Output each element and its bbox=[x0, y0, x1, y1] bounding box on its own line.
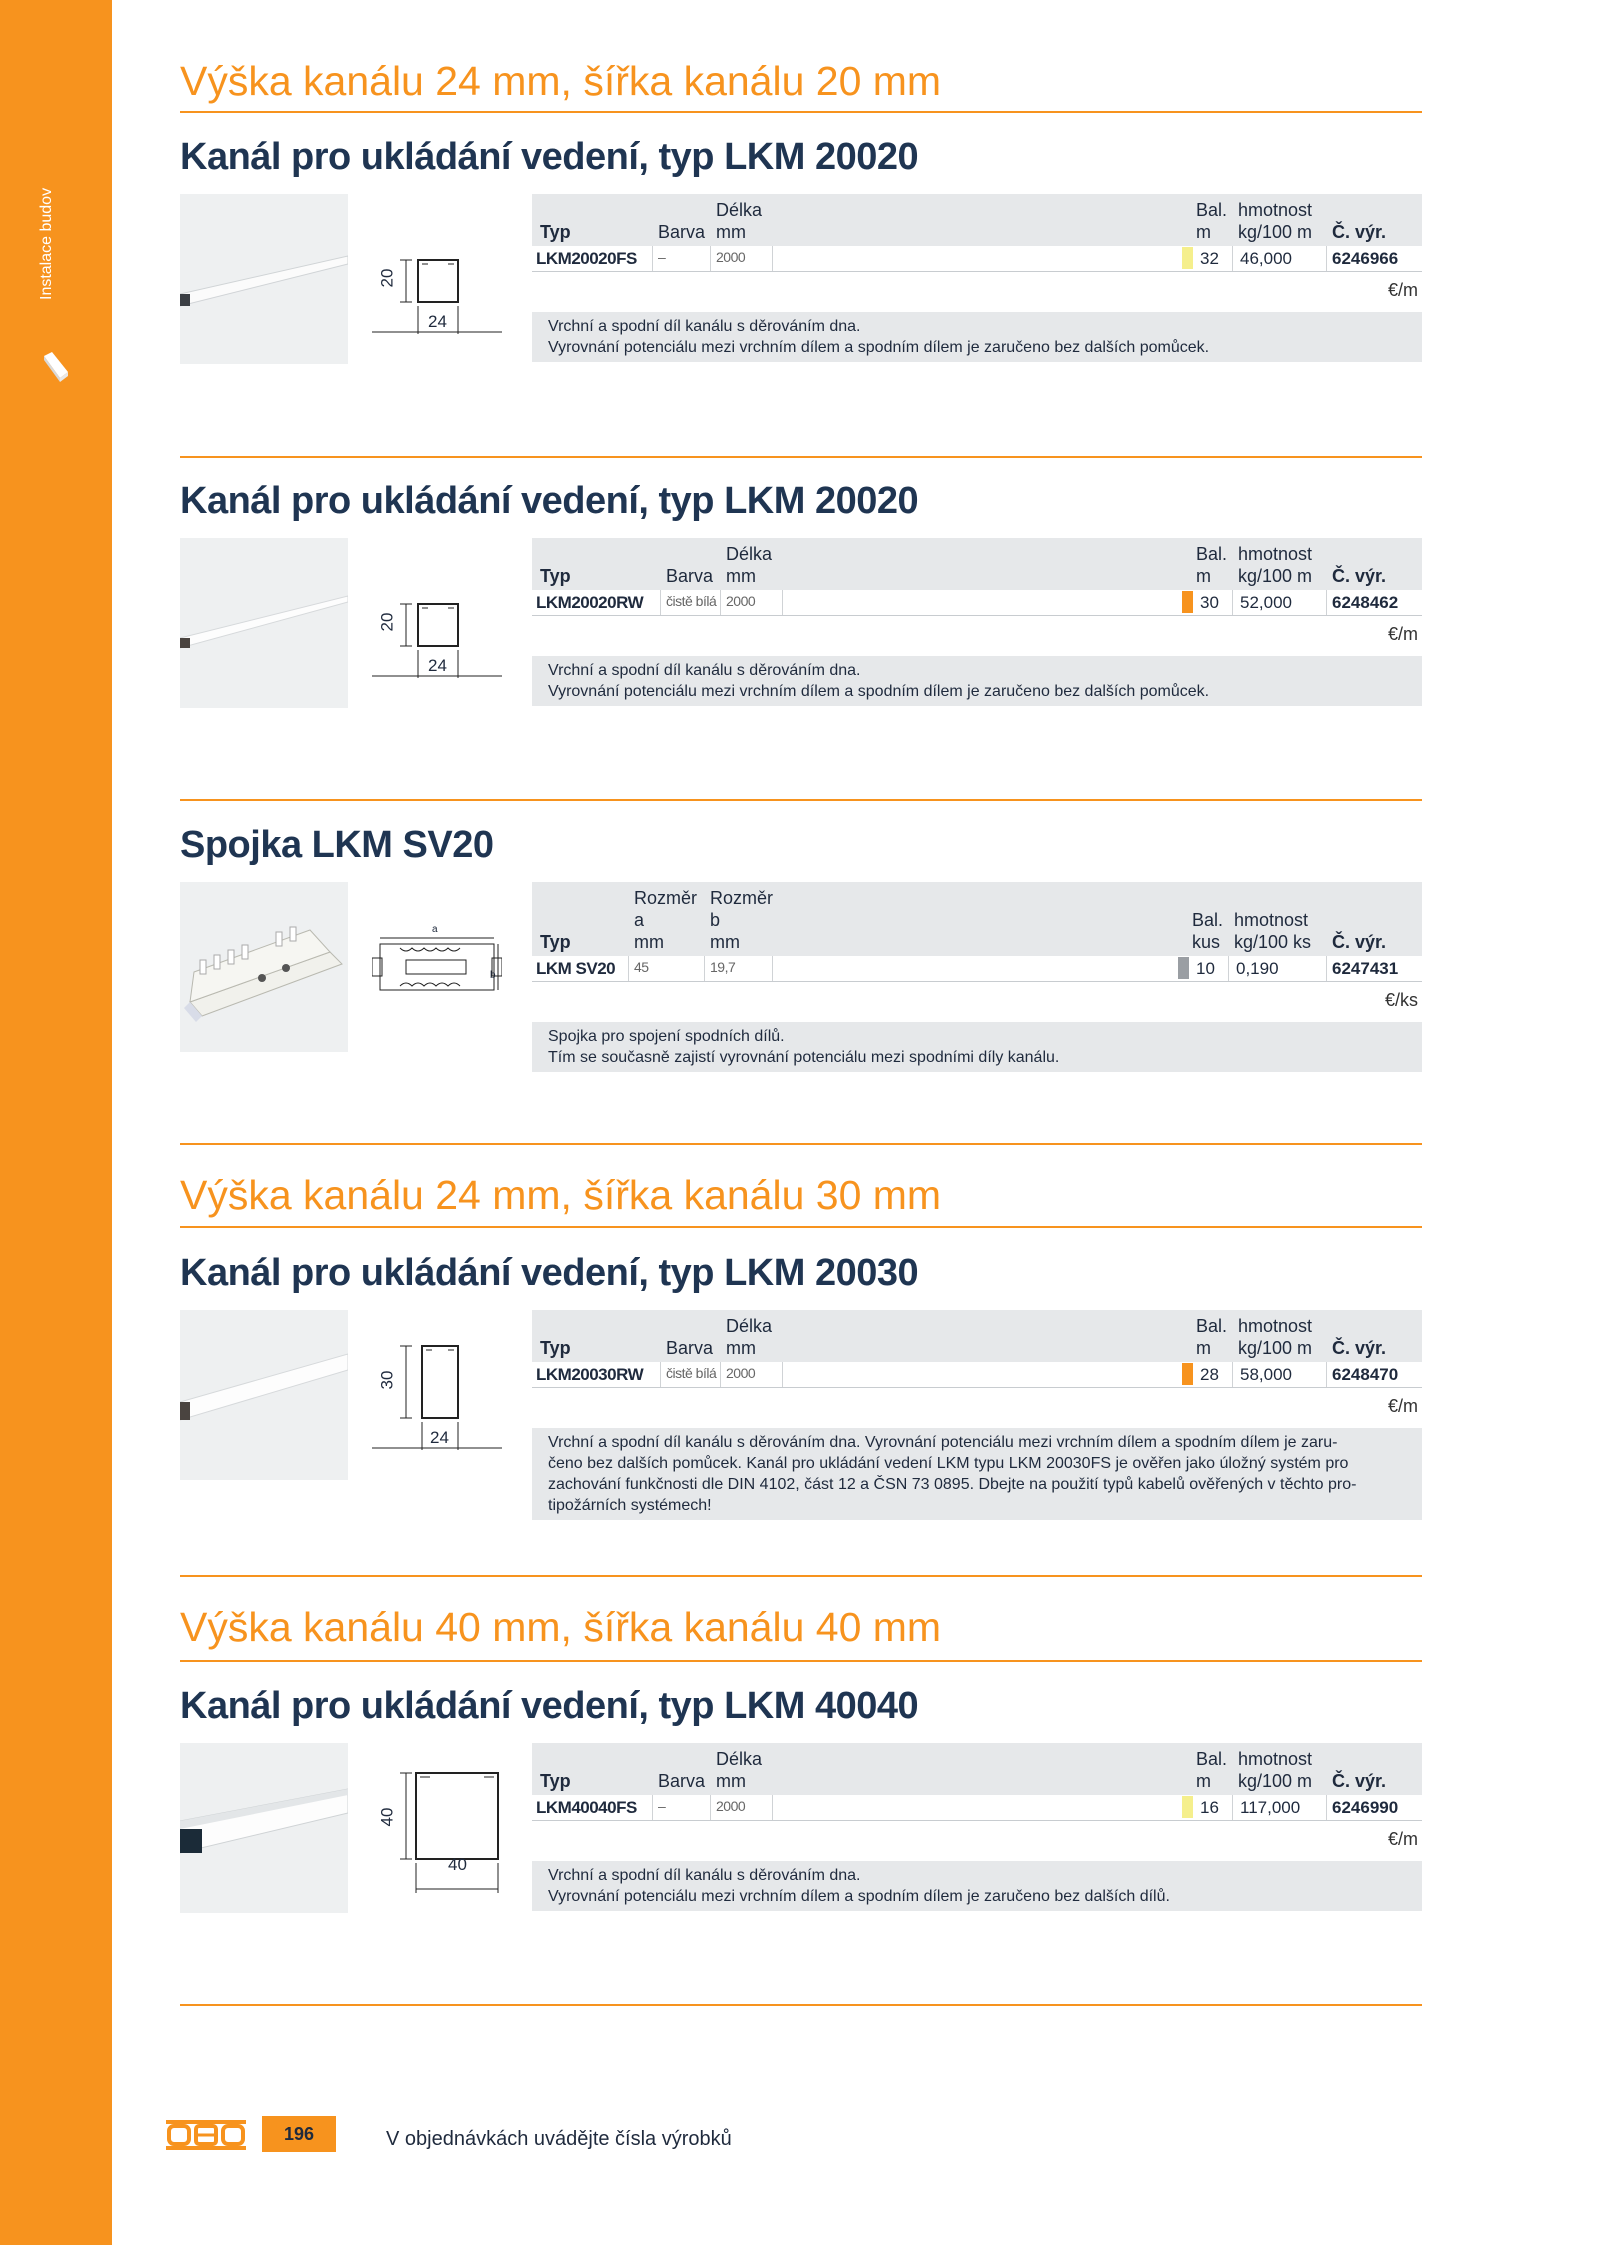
cell-rozmer-b: 19,7 bbox=[710, 959, 736, 975]
header-bal-unit: m bbox=[1196, 1771, 1211, 1791]
color-mark bbox=[1178, 957, 1189, 979]
cell-cislo: 6247431 bbox=[1332, 959, 1399, 978]
dimension-drawing bbox=[372, 1743, 502, 1913]
note-line: Spojka pro spojení spodních dílů. bbox=[548, 1028, 785, 1045]
header-barva: Barva bbox=[658, 222, 706, 242]
note-line: Vrchní a spodní díl kanálu s děrováním dna. bbox=[548, 662, 861, 679]
table-row bbox=[532, 1795, 1422, 1821]
price-unit: €/ks bbox=[1384, 990, 1418, 1010]
product-photo bbox=[180, 194, 348, 364]
table-header bbox=[532, 882, 1422, 956]
table-row bbox=[532, 246, 1422, 272]
header-cislo: Č. výr. bbox=[1332, 222, 1387, 242]
header-cislo: Č. výr. bbox=[1332, 1338, 1387, 1358]
section-title-24x30: Výška kanálu 24 mm, šířka kanálu 30 mm bbox=[180, 1172, 942, 1218]
color-mark bbox=[1182, 1796, 1193, 1818]
cell-hmotnost: 46,000 bbox=[1240, 249, 1292, 268]
cell-bal: 16 bbox=[1200, 1798, 1219, 1817]
header-bal: Bal. bbox=[1196, 1316, 1228, 1336]
header-hmotnost-unit: kg/100 m bbox=[1238, 1338, 1313, 1358]
note-line: Vyrovnání potenciálu mezi vrchním dílem a spodním dílem je zaručeno bez dalších pomůcek. bbox=[548, 683, 1210, 700]
product-photo bbox=[180, 538, 348, 708]
header-bal-unit: m bbox=[1196, 1338, 1211, 1358]
section-rule bbox=[180, 1143, 1422, 1145]
header-delka: Délka bbox=[716, 200, 763, 220]
cell-barva: – bbox=[658, 249, 666, 265]
header-hmotnost: hmotnost bbox=[1238, 200, 1313, 220]
product-title-lkm20020rw: Kanál pro ukládání vedení, typ LKM 20020 bbox=[180, 480, 919, 522]
cell-delka: 2000 bbox=[716, 249, 746, 265]
product-table bbox=[532, 882, 1422, 1066]
header-rozmer-a-label: a bbox=[634, 910, 645, 930]
product-note bbox=[532, 1861, 1422, 1911]
section-rule bbox=[180, 1226, 1422, 1228]
section-rule bbox=[180, 111, 1422, 113]
header-hmotnost: hmotnost bbox=[1234, 910, 1309, 930]
section-rule bbox=[180, 1575, 1422, 1577]
dimension-drawing bbox=[372, 882, 502, 1052]
cell-cislo: 6248462 bbox=[1332, 593, 1399, 612]
table-row bbox=[532, 590, 1422, 616]
product-table bbox=[532, 1310, 1422, 1514]
dimension-drawing bbox=[372, 194, 502, 364]
cell-barva: čistě bílá bbox=[666, 1365, 717, 1381]
price-unit: €/m bbox=[1387, 1829, 1418, 1849]
table-header bbox=[532, 1310, 1422, 1362]
table-header bbox=[532, 1743, 1422, 1795]
header-barva: Barva bbox=[666, 1338, 714, 1358]
product-table bbox=[532, 1743, 1422, 1905]
sidebar bbox=[0, 0, 112, 2245]
header-barva: Barva bbox=[666, 566, 714, 586]
cell-delka: 2000 bbox=[716, 1798, 746, 1814]
cell-typ: LKM20020FS bbox=[536, 249, 637, 268]
header-delka-unit: mm bbox=[726, 566, 756, 586]
header-typ: Typ bbox=[540, 222, 571, 242]
header-bal: Bal. bbox=[1192, 910, 1224, 930]
note-line: čeno bez dalších pomůcek. Kanál pro ukládání vedení LKM typu LKM 20030FS je ověřen jako úložný systém pro bbox=[548, 1455, 1349, 1472]
color-mark bbox=[1182, 1363, 1193, 1385]
header-hmotnost: hmotnost bbox=[1238, 544, 1313, 564]
color-mark bbox=[1182, 247, 1193, 269]
header-bal-unit: m bbox=[1196, 566, 1211, 586]
dimension-width: 24 bbox=[428, 656, 447, 675]
table-row bbox=[532, 1362, 1422, 1388]
cell-typ: LKM40040FS bbox=[536, 1798, 637, 1817]
product-title-lkm20020fs: Kanál pro ukládání vedení, typ LKM 20020 bbox=[180, 136, 919, 178]
product-photo bbox=[180, 1743, 348, 1913]
header-typ: Typ bbox=[540, 566, 571, 586]
price-unit: €/m bbox=[1387, 624, 1418, 644]
product-note bbox=[532, 656, 1422, 706]
header-hmotnost: hmotnost bbox=[1238, 1316, 1313, 1336]
header-delka: Délka bbox=[716, 1749, 763, 1769]
section-rule bbox=[180, 1660, 1422, 1662]
product-title-lkm20030rw: Kanál pro ukládání vedení, typ LKM 20030 bbox=[180, 1252, 919, 1294]
dimension-drawing bbox=[372, 538, 502, 708]
dimension-height: 20 bbox=[377, 268, 397, 288]
header-bal: Bal. bbox=[1196, 1749, 1228, 1769]
note-line: Vrchní a spodní díl kanálu s děrováním dna. bbox=[548, 318, 861, 335]
header-typ: Typ bbox=[540, 932, 571, 952]
dimension-height: 20 bbox=[377, 612, 397, 632]
product-note bbox=[532, 1022, 1422, 1072]
dimension-b: b bbox=[490, 970, 496, 981]
section-rule bbox=[180, 799, 1422, 801]
obo-logo bbox=[166, 2118, 246, 2152]
price-unit: €/m bbox=[1387, 1396, 1418, 1416]
page-number: 196 bbox=[262, 2116, 336, 2152]
cell-hmotnost: 58,000 bbox=[1240, 1365, 1292, 1384]
product-table bbox=[532, 194, 1422, 356]
table-header bbox=[532, 194, 1422, 246]
cell-bal: 28 bbox=[1200, 1365, 1219, 1384]
table-header bbox=[532, 538, 1422, 590]
header-delka: Délka bbox=[726, 1316, 773, 1336]
header-hmotnost-unit: kg/100 m bbox=[1238, 566, 1313, 586]
header-delka: Délka bbox=[726, 544, 773, 564]
dimension-height: 40 bbox=[377, 1807, 397, 1827]
product-note bbox=[532, 1428, 1422, 1520]
note-line: Tím se současně zajistí vyrovnání potenciálu mezi spodními díly kanálu. bbox=[548, 1049, 1060, 1066]
note-line: Vrchní a spodní díl kanálu s děrováním dna. bbox=[548, 1867, 861, 1884]
note-line: Vyrovnání potenciálu mezi vrchním dílem a spodním dílem je zaručeno bez dalších dílů. bbox=[548, 1888, 1170, 1905]
header-hmotnost-unit: kg/100 m bbox=[1238, 1771, 1313, 1791]
price-unit: €/m bbox=[1387, 280, 1418, 300]
cell-typ: LKM SV20 bbox=[536, 959, 616, 978]
color-mark bbox=[1182, 591, 1193, 613]
dimension-width: 24 bbox=[428, 312, 447, 331]
cable-duct-icon bbox=[42, 352, 70, 382]
cell-typ: LKM20020RW bbox=[536, 593, 644, 612]
cell-hmotnost: 52,000 bbox=[1240, 593, 1292, 612]
section-rule bbox=[180, 456, 1422, 458]
header-rozmer-a: Rozměr bbox=[634, 888, 698, 908]
header-bal-unit: kus bbox=[1192, 932, 1221, 952]
cell-delka: 2000 bbox=[726, 1365, 756, 1381]
cell-barva: čistě bílá bbox=[666, 593, 717, 609]
dimension-a: a bbox=[432, 924, 438, 935]
header-rozmer-b: Rozměr bbox=[710, 888, 774, 908]
header-barva: Barva bbox=[658, 1771, 706, 1791]
header-typ: Typ bbox=[540, 1771, 571, 1791]
dimension-width: 40 bbox=[448, 1855, 467, 1874]
dimension-height: 30 bbox=[377, 1370, 397, 1390]
section-title-24x20: Výška kanálu 24 mm, šířka kanálu 20 mm bbox=[180, 58, 942, 104]
header-cislo: Č. výr. bbox=[1332, 566, 1387, 586]
header-rozmer-b-unit: mm bbox=[710, 932, 740, 952]
dimension-drawing bbox=[372, 1310, 502, 1480]
header-bal: Bal. bbox=[1196, 544, 1228, 564]
product-note bbox=[532, 312, 1422, 362]
cell-cislo: 6248470 bbox=[1332, 1365, 1399, 1384]
product-title-spojka: Spojka LKM SV20 bbox=[180, 824, 494, 866]
note-line: Vrchní a spodní díl kanálu s děrováním dna. Vyrovnání potenciálu mezi vrchním dílem a spodním dílem je zaru- bbox=[548, 1434, 1338, 1451]
cell-bal: 30 bbox=[1200, 593, 1219, 612]
product-photo bbox=[180, 882, 348, 1052]
header-bal: Bal. bbox=[1196, 200, 1228, 220]
header-hmotnost-unit: kg/100 ks bbox=[1234, 932, 1312, 952]
header-typ: Typ bbox=[540, 1338, 571, 1358]
header-bal-unit: m bbox=[1196, 222, 1211, 242]
header-rozmer-b-label: b bbox=[710, 910, 721, 930]
note-line: tipožárních systémech! bbox=[548, 1497, 712, 1514]
product-table bbox=[532, 538, 1422, 700]
table-row bbox=[532, 956, 1422, 982]
cell-rozmer-a: 45 bbox=[634, 959, 649, 975]
cell-delka: 2000 bbox=[726, 593, 756, 609]
header-delka-unit: mm bbox=[716, 222, 746, 242]
cell-cislo: 6246990 bbox=[1332, 1798, 1399, 1817]
note-line: Vyrovnání potenciálu mezi vrchním dílem a spodním dílem je zaručeno bez dalších pomůcek. bbox=[548, 339, 1210, 356]
header-cislo: Č. výr. bbox=[1332, 932, 1387, 952]
cell-cislo: 6246966 bbox=[1332, 249, 1399, 268]
footer-note: V objednávkách uvádějte čísla výrobků bbox=[386, 2128, 732, 2150]
cell-hmotnost: 117,000 bbox=[1240, 1798, 1301, 1817]
cell-hmotnost: 0,190 bbox=[1236, 959, 1279, 978]
section-title-40x40: Výška kanálu 40 mm, šířka kanálu 40 mm bbox=[180, 1604, 942, 1650]
product-title-lkm40040fs: Kanál pro ukládání vedení, typ LKM 40040 bbox=[180, 1685, 919, 1727]
cell-bal: 10 bbox=[1196, 959, 1215, 978]
cell-typ: LKM20030RW bbox=[536, 1365, 644, 1384]
header-cislo: Č. výr. bbox=[1332, 1771, 1387, 1791]
header-delka-unit: mm bbox=[716, 1771, 746, 1791]
cell-bal: 32 bbox=[1200, 249, 1219, 268]
dimension-width: 24 bbox=[430, 1428, 449, 1447]
cell-barva: – bbox=[658, 1798, 666, 1814]
sidebar-label: Instalace budov bbox=[38, 187, 55, 300]
note-line: zachování funkčnosti dle DIN 4102, část 12 a ČSN 73 0895. Dbejte na použití typů kabelů ověřených v těchto pro- bbox=[548, 1476, 1357, 1493]
header-delka-unit: mm bbox=[726, 1338, 756, 1358]
section-rule bbox=[180, 2004, 1422, 2006]
header-hmotnost: hmotnost bbox=[1238, 1749, 1313, 1769]
product-photo bbox=[180, 1310, 348, 1480]
header-rozmer-a-unit: mm bbox=[634, 932, 664, 952]
header-hmotnost-unit: kg/100 m bbox=[1238, 222, 1313, 242]
